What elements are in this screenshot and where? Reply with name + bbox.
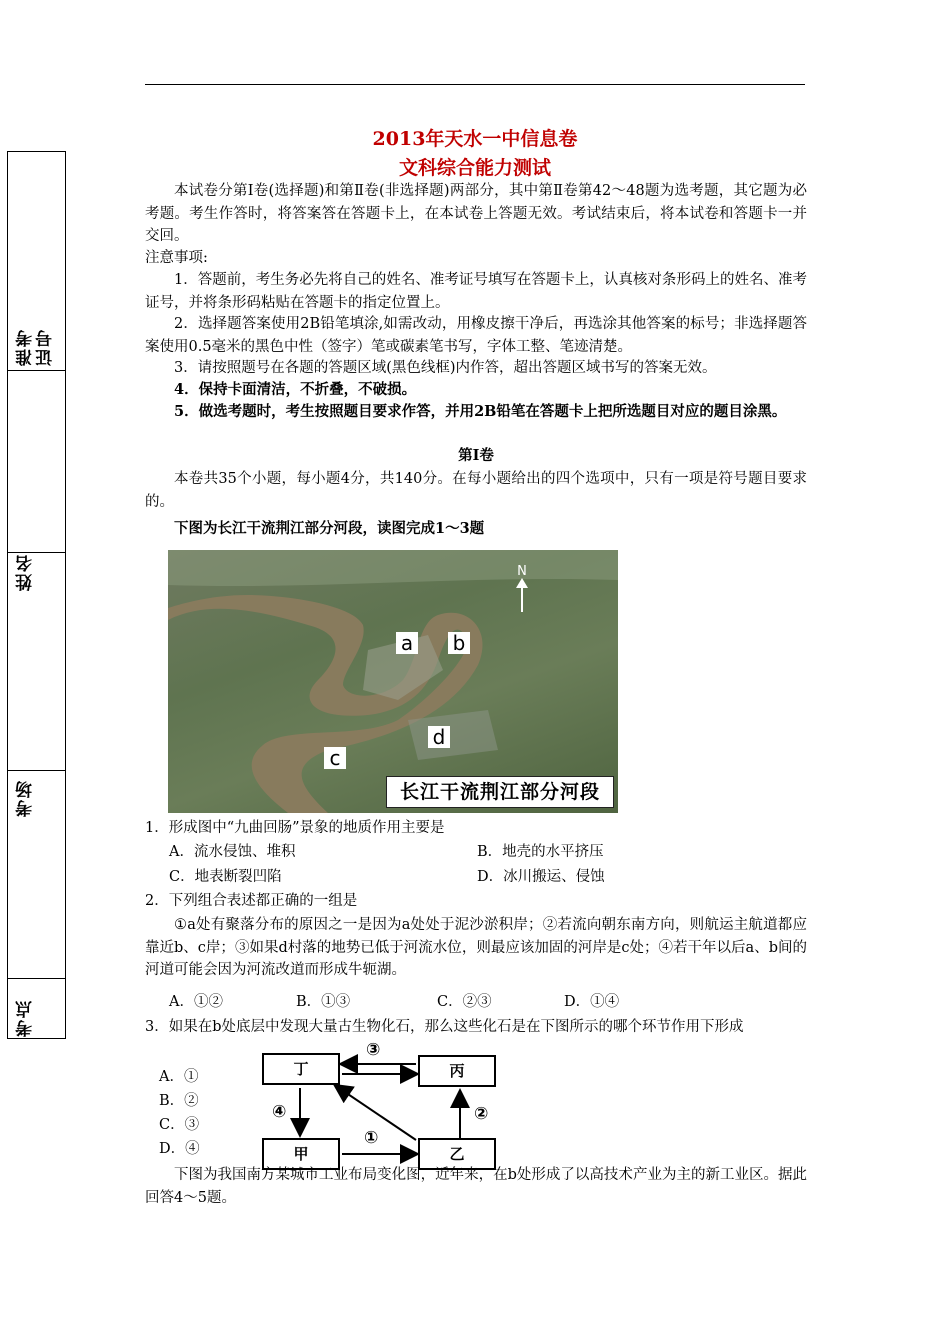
- exam-room-label: 考场: [16, 779, 36, 817]
- cycle-diagram: [258, 1040, 498, 1172]
- photo-caption: 长江干流荆江部分河段: [386, 776, 614, 808]
- exam-site-label: 考点: [16, 999, 36, 1037]
- diagram-box-bing: 丙: [418, 1055, 496, 1087]
- q3-option-c: C．③: [159, 1117, 200, 1133]
- section-intro: 本卷共35个小题，每小题4分，共140分。在每小题给出的四个选项中，只有一项是符号题目要求的。: [145, 471, 807, 510]
- label-c: c: [324, 747, 346, 769]
- sidebar-divider: [8, 770, 65, 771]
- notice-item: 1．答题前，考生务必先将自己的姓名、准考证号填写在答题卡上，认真核对条形码上的姓名、准考证号，并将条形码粘贴在答题卡的指定位置上。: [145, 272, 807, 311]
- map-intro: 下图为长江干流荆江部分河段，读图完成1～3题: [174, 520, 485, 537]
- header-rule: [145, 84, 805, 85]
- name-label: 姓名: [16, 553, 36, 591]
- question-3-stem: 3．如果在b处底层中发现大量古生物化石，那么这些化石是在下图所示的哪个环节作用下形成: [145, 1019, 744, 1035]
- diagram-box-yi: 乙: [418, 1138, 496, 1170]
- notice-item: 4．保持卡面清洁，不折叠，不破损。: [174, 381, 417, 398]
- arrow-label-2: ②: [474, 1104, 489, 1124]
- exam-subtitle: 文科综合能力测试: [398, 157, 551, 179]
- q45-intro: 下图为我国南方某城市工业布局变化图，近年来，在b处形成了以高技术产业为主的新工业区。据此回答4～5题。: [145, 1167, 807, 1206]
- arrow-label-1: ①: [364, 1128, 379, 1148]
- sidebar-divider: [8, 978, 65, 979]
- q3-option-d: D．④: [159, 1141, 200, 1157]
- exam-title: 2013年天水一中信息卷: [372, 128, 578, 150]
- exam-number-label: 准考证号: [16, 328, 56, 366]
- q3-option-a: A．①: [159, 1069, 199, 1085]
- question-1-stem: 1．形成图中“九曲回肠”景象的地质作用主要是: [145, 820, 445, 836]
- arrow-label-3: ③: [366, 1040, 381, 1060]
- river-aerial-photo: [168, 550, 618, 813]
- notice-item: 3．请按照题号在各题的答题区域(黑色线框)内作答，超出答题区域书写的答案无效。: [174, 360, 717, 376]
- label-b: b: [448, 632, 470, 654]
- exam-info-sidebar: [7, 151, 66, 1039]
- north-arrow: [514, 564, 530, 614]
- label-a: a: [396, 632, 418, 654]
- q2-option-c: C．②③: [437, 994, 492, 1010]
- north-arrow-head: [516, 578, 528, 588]
- q2-option-a: A．①②: [169, 994, 223, 1010]
- q2-option-b: B．①③: [296, 994, 351, 1010]
- question-2-body: ①a处有聚落分布的原因之一是因为a处处于泥沙淤积岸；②若流向朝东南方向，则航运主航道都应靠近b、c岸；③如果d村落的地势已低于河流水位，则最应该加固的河岸是c处；④若干年以后a、b间的河道可能会因为河流改道而形成牛轭湖。: [145, 917, 807, 978]
- notice-heading: 注意事项:: [145, 250, 208, 266]
- diagram-box-jia: 甲: [262, 1138, 340, 1170]
- q1-option-c: C．地表断裂凹陷: [169, 869, 282, 885]
- q1-option-a: A．流水侵蚀、堆积: [169, 844, 296, 860]
- q1-option-b: B．地壳的水平挤压: [477, 844, 604, 860]
- north-label: N: [517, 564, 527, 579]
- notice-item: 5．做选考题时，考生按照题目要求作答，并用2B铅笔在答题卡上把所选题目对应的题目涂黑。: [174, 403, 787, 420]
- label-d: d: [428, 726, 450, 748]
- sidebar-divider: [8, 370, 65, 371]
- q1-option-d: D．冰川搬运、侵蚀: [477, 869, 605, 885]
- section-title: 第Ⅰ卷: [458, 447, 494, 464]
- diagram-box-ding: 丁: [262, 1053, 340, 1085]
- question-2-stem: 2．下列组合表述都正确的一组是: [145, 893, 358, 909]
- q2-option-d: D．①④: [564, 994, 620, 1010]
- arrow-label-4: ④: [272, 1102, 287, 1122]
- river-illustration: [168, 550, 618, 813]
- exam-intro: 本试卷分第Ⅰ卷(选择题)和第Ⅱ卷(非选择题)两部分，其中第Ⅱ卷第42～48题为选考题，其它题为必考题。考生作答时，将答案答在答题卡上，在本试卷上答题无效。考试结束后，将本试卷和答题卡一并交回。: [145, 183, 807, 244]
- q3-option-b: B．②: [159, 1093, 199, 1109]
- notice-item: 2．选择题答案使用2B铅笔填涂,如需改动，用橡皮擦干净后，再选涂其他答案的标号；非选择题答案使用0.5毫米的黑色中性（签字）笔或碳素笔书写，字体工整、笔迹清楚。: [145, 316, 807, 355]
